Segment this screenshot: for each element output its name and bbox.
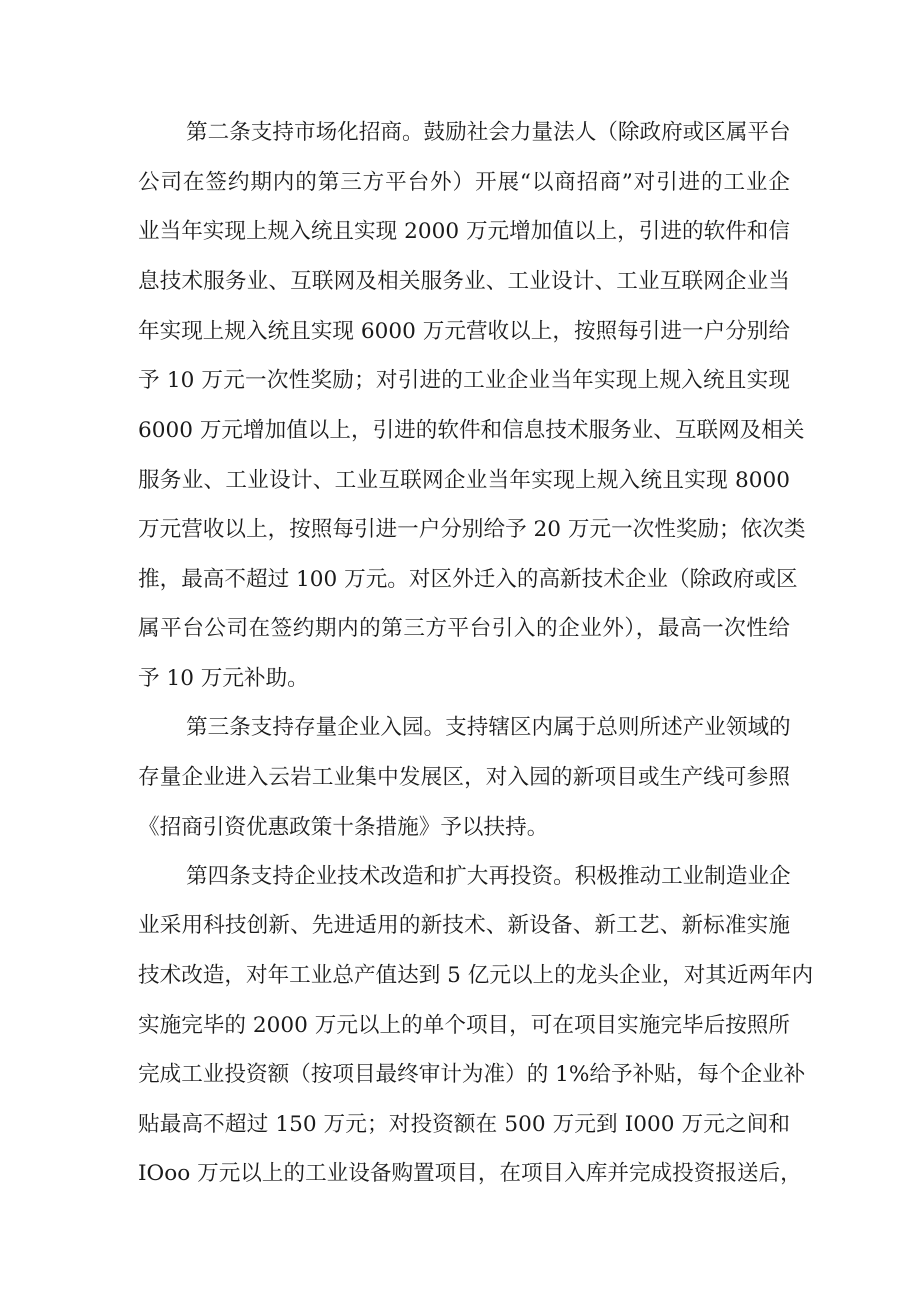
text-line: 予 10 万元补助。 <box>138 666 309 691</box>
text-line: 属平台公司在签约期内的第三方平台引入的企业外），最高一次性给 <box>138 616 790 641</box>
text-line: 存量企业进入云岩工业集中发展区，对入园的新项目或生产线可参照 <box>138 765 790 790</box>
text-line: IOoo 万元以上的工业设备购置项目，在项目入库并完成投资报送后， <box>138 1161 802 1186</box>
text-line: 业当年实现上规入统且实现 2000 万元增加值以上，引进的软件和信 <box>138 219 790 244</box>
text-line: 实施完毕的 2000 万元以上的单个项目，可在项目实施完毕后按照所 <box>138 1013 790 1038</box>
text-line: 第四条支持企业技术改造和扩大再投资。积极推动工业制造业企 <box>186 864 791 889</box>
text-line: 完成工业投资额（按项目最终审计为准）的 1%给予补贴，每个企业补 <box>138 1062 806 1087</box>
text-line: 业采用科技创新、先进适用的新技术、新设备、新工艺、新标准实施 <box>138 913 790 938</box>
text-line: 第三条支持存量企业入园。支持辖区内属于总则所述产业领域的 <box>186 715 791 740</box>
text-line: 第二条支持市场化招商。鼓励社会力量法人（除政府或区属平台 <box>186 120 791 145</box>
text-line: 技术改造，对年工业总产值达到 5 亿元以上的龙头企业，对其近两年内 <box>138 963 814 988</box>
text-line: 贴最高不超过 150 万元；对投资额在 500 万元到 I000 万元之间和 <box>138 1112 790 1137</box>
text-line: 服务业、工业设计、工业互联网企业当年实现上规入统且实现 8000 <box>138 468 790 493</box>
text-line: 年实现上规入统且实现 6000 万元营收以上，按照每引进一户分别给 <box>138 319 790 344</box>
text-line: 推，最高不超过 100 万元。对区外迁入的高新技术企业（除政府或区 <box>138 567 798 592</box>
text-line: 6000 万元增加值以上，引进的软件和信息技术服务业、互联网及相关 <box>138 418 805 443</box>
text-line: 公司在签约期内的第三方平台外）开展“以商招商”对引进的工业企 <box>138 170 790 195</box>
text-line: 万元营收以上，按照每引进一户分别给予 20 万元一次性奖励；依次类 <box>138 517 806 542</box>
text-line: 息技术服务业、互联网及相关服务业、工业设计、工业互联网企业当 <box>138 269 790 294</box>
text-line: 予 10 万元一次性奖励；对引进的工业企业当年实现上规入统且实现 <box>138 368 790 393</box>
text-line: 《招商引资优惠政策十条措施》予以扶持。 <box>138 815 549 840</box>
